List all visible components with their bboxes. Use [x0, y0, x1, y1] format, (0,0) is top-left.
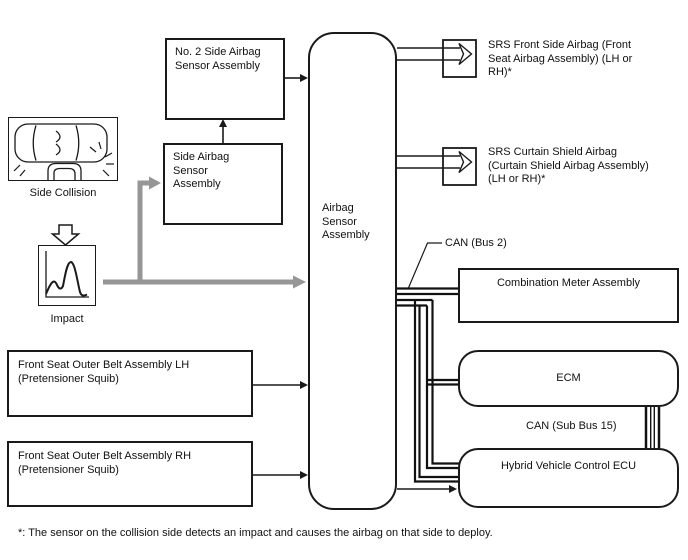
squib-arrow-icon: [459, 152, 472, 173]
node-front-seat-belt-lh: [7, 350, 253, 417]
squib-wires: [397, 48, 460, 168]
node-combination-meter: [458, 268, 679, 323]
can-bus2-callout-line: [408, 243, 442, 289]
front-side-airbag-connector-box: [443, 40, 476, 77]
gray-arrowhead-icon: [149, 177, 161, 190]
node-no2-side-airbag-sensor: [165, 38, 285, 120]
can-sub-bus15-label: CAN (Sub Bus 15): [526, 420, 617, 432]
side-collision-caption: Side Collision: [29, 187, 97, 199]
impact-to-side-sensor-arrow: [140, 183, 149, 284]
node-label: Side Airbag Sensor Assembly: [173, 151, 230, 190]
arrowhead-icon: [300, 471, 308, 479]
down-arrow-icon: [53, 225, 79, 245]
can-bus-run-a: [415, 300, 459, 482]
curtain-airbag-connector-box: [443, 148, 476, 185]
node-label: Front Seat Outer Belt Assembly LH (Pretensioner Squib): [18, 359, 190, 385]
node-label: Front Seat Outer Belt Assembly RH (Pretensioner Squib): [18, 450, 192, 476]
impact-caption: Impact: [50, 313, 84, 325]
can-bus-run-a: [420, 306, 460, 478]
can-bus-lines: [397, 289, 459, 482]
srs-front-side-airbag-label: SRS Front Side Airbag (Front Seat Airbag Assembly) (LH or RH)*: [488, 39, 633, 78]
arrowhead-icon: [300, 381, 308, 389]
node-label: Combination Meter Assembly: [496, 277, 641, 289]
arrowhead-icon: [219, 119, 227, 127]
srs-curtain-shield-airbag-label: SRS Curtain Shield Airbag (Curtain Shield Airbag Assembly) (LH or RH)*: [488, 146, 649, 185]
node-label: No. 2 Side Airbag Sensor Assembly: [175, 46, 261, 72]
node-hybrid-vehicle-control-ecu: [458, 448, 679, 508]
can-bus-run-b: [433, 300, 460, 464]
node-label: Airbag Sensor Assembly: [322, 202, 370, 241]
node-side-airbag-sensor: [163, 143, 283, 225]
arrowhead-icon: [449, 485, 457, 493]
impact-image-frame: [38, 245, 96, 306]
gray-arrowhead-icon: [293, 276, 306, 289]
can-bus-run-b: [427, 306, 459, 469]
arrowhead-icon: [300, 74, 308, 82]
footnote: *: The sensor on the collision side detects an impact and causes the airbag on that side to deploy.: [18, 527, 493, 539]
node-airbag-sensor-assembly: [308, 32, 397, 510]
squib-arrow-icon: [459, 44, 472, 65]
node-front-seat-belt-rh: [7, 441, 253, 507]
node-label: ECM: [556, 372, 581, 384]
node-label: Hybrid Vehicle Control ECU: [500, 460, 637, 472]
can-sub-bus15-lines: [646, 407, 659, 449]
node-ecm: [458, 350, 679, 407]
can-bus2-label: CAN (Bus 2): [445, 237, 507, 249]
side-collision-image-frame: [8, 117, 118, 181]
